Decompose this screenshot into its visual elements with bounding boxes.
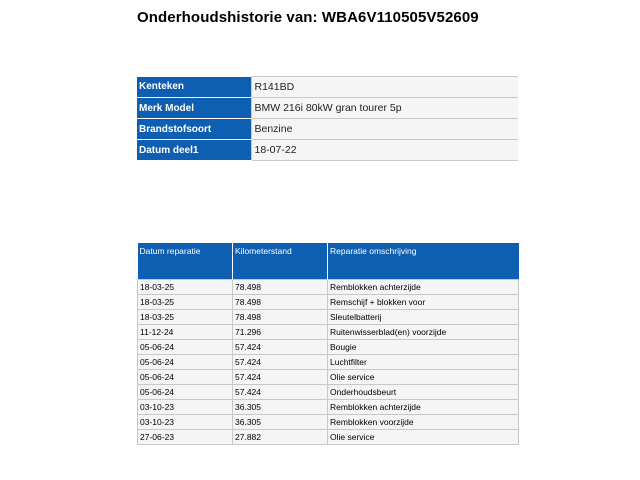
repair-description: Olie service xyxy=(328,369,519,384)
table-row xyxy=(138,354,519,369)
repair-history-table xyxy=(137,243,519,445)
repair-description: Remblokken voorzijde xyxy=(328,414,519,429)
table-row xyxy=(138,309,519,324)
repair-description: Bougie xyxy=(328,339,519,354)
column-header-date: Datum reparatie xyxy=(138,243,233,279)
vehicle-label: Kenteken xyxy=(137,77,251,98)
vehicle-row-brandstofsoort xyxy=(137,119,518,140)
repair-header-row xyxy=(138,243,519,279)
repair-date: 03-10-23 xyxy=(138,414,233,429)
repair-date: 18-03-25 xyxy=(138,309,233,324)
table-row xyxy=(138,429,519,444)
repair-description: Onderhoudsbeurt xyxy=(328,384,519,399)
vehicle-row-kenteken xyxy=(137,77,518,98)
repair-description: Remschijf + blokken voor xyxy=(328,294,519,309)
repair-date: 18-03-25 xyxy=(138,294,233,309)
repair-mileage: 57.424 xyxy=(233,339,328,354)
table-row xyxy=(138,279,519,294)
vehicle-value: Benzine xyxy=(251,119,518,140)
repair-date: 05-06-24 xyxy=(138,384,233,399)
table-row xyxy=(138,294,519,309)
repair-date: 05-06-24 xyxy=(138,369,233,384)
repair-date: 18-03-25 xyxy=(138,279,233,294)
repair-date: 05-06-24 xyxy=(138,354,233,369)
page-title: Onderhoudshistorie van: WBA6V110505V52609 xyxy=(137,9,479,26)
repair-mileage: 57.424 xyxy=(233,384,328,399)
repair-mileage: 57.424 xyxy=(233,354,328,369)
repair-description: Remblokken achterzijde xyxy=(328,279,519,294)
repair-date: 11-12-24 xyxy=(138,324,233,339)
vehicle-label: Merk Model xyxy=(137,98,251,119)
table-row xyxy=(138,339,519,354)
repair-mileage: 36.305 xyxy=(233,414,328,429)
vehicle-row-datum-deel1 xyxy=(137,140,518,161)
vehicle-value: BMW 216i 80kW gran tourer 5p xyxy=(251,98,518,119)
repair-mileage: 57.424 xyxy=(233,369,328,384)
vehicle-info-table xyxy=(137,76,518,161)
column-header-mileage: Kilometerstand xyxy=(233,243,328,279)
vehicle-label: Brandstofsoort xyxy=(137,119,251,140)
repair-date: 03-10-23 xyxy=(138,399,233,414)
repair-description: Remblokken achterzijde xyxy=(328,399,519,414)
vehicle-value: 18-07-22 xyxy=(251,140,518,161)
repair-description: Luchtfilter xyxy=(328,354,519,369)
repair-description: Ruitenwisserblad(en) voorzijde xyxy=(328,324,519,339)
table-row xyxy=(138,399,519,414)
repair-description: Sleutelbatterij xyxy=(328,309,519,324)
repair-mileage: 71.296 xyxy=(233,324,328,339)
repair-mileage: 36.305 xyxy=(233,399,328,414)
repair-mileage: 78.498 xyxy=(233,309,328,324)
column-header-description: Reparatie omschrijving xyxy=(328,243,519,279)
vehicle-value: R141BD xyxy=(251,77,518,98)
repair-description: Olie service xyxy=(328,429,519,444)
vehicle-label: Datum deel1 xyxy=(137,140,251,161)
repair-mileage: 27.882 xyxy=(233,429,328,444)
table-row xyxy=(138,369,519,384)
vehicle-row-merk-model xyxy=(137,98,518,119)
repair-date: 27-06-23 xyxy=(138,429,233,444)
repair-mileage: 78.498 xyxy=(233,279,328,294)
repair-mileage: 78.498 xyxy=(233,294,328,309)
table-row xyxy=(138,414,519,429)
repair-date: 05-06-24 xyxy=(138,339,233,354)
table-row xyxy=(138,384,519,399)
table-row xyxy=(138,324,519,339)
